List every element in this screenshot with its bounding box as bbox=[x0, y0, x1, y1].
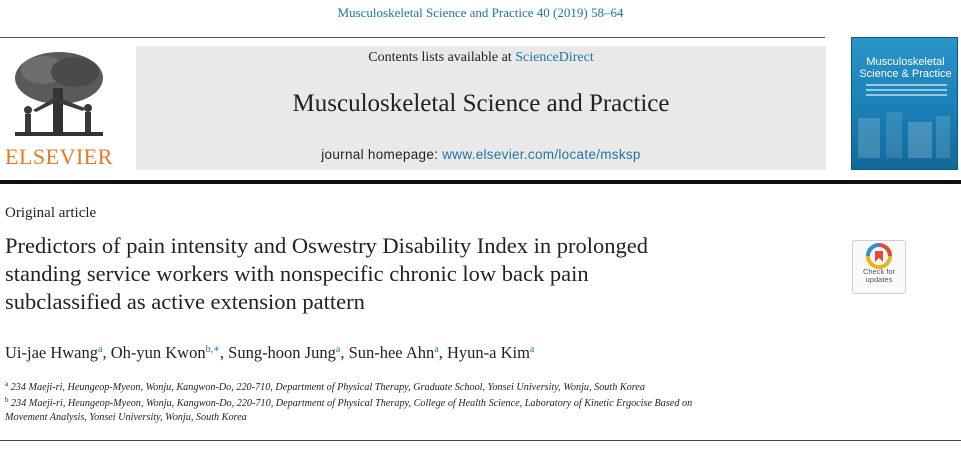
check-for-updates-button[interactable] bbox=[852, 240, 906, 294]
sciencedirect-link[interactable]: ScienceDirect bbox=[515, 50, 594, 65]
author-name[interactable]: Hyun-a Kim bbox=[446, 343, 530, 362]
affiliation-b bbox=[5, 393, 955, 425]
author-list bbox=[5, 343, 534, 363]
author-separator: , bbox=[102, 343, 111, 362]
homepage-prefix: journal homepage: bbox=[321, 147, 443, 162]
contents-prefix: Contents lists available at bbox=[368, 50, 516, 65]
homepage-line bbox=[136, 147, 826, 162]
affiliation-mark: b bbox=[5, 396, 9, 404]
affiliation-text: 234 Maeji-ri, Heungeop-Myeon, Wonju, Kangwon-Do, 220-710, Department of Physical Therapy, College of Health Science, Laboratory of Kinetic Ergocise Based on bbox=[11, 398, 693, 409]
contents-line bbox=[136, 50, 826, 66]
title-line: Predictors of pain intensity and Oswestry Disability Index in prolonged bbox=[5, 233, 649, 258]
affiliation-text: 234 Maeji-ri, Heungeop-Myeon, Wonju, Kangwon-Do, 220-710, Department of Physical Therapy, Graduate School, Yonsei University, Wonju, South Korea bbox=[10, 382, 645, 393]
author-name[interactable]: Ui-jae Hwang bbox=[5, 343, 99, 362]
author-affiliation-mark[interactable]: a bbox=[434, 344, 439, 355]
author-affiliation-mark[interactable]: a bbox=[529, 344, 535, 355]
header-rule bbox=[0, 37, 825, 38]
cover-title: Musculoskeletal Science & Practice bbox=[859, 56, 952, 80]
check-for-updates-label bbox=[853, 268, 905, 284]
article-title bbox=[5, 232, 825, 316]
article-type: Original article bbox=[5, 205, 97, 221]
cover-decoration bbox=[866, 84, 947, 99]
author-name[interactable]: Sun-hee Ahn bbox=[348, 343, 435, 362]
journal-homepage-link[interactable]: www.elsevier.com/locate/msksp bbox=[442, 147, 641, 162]
elsevier-tree-logo-icon bbox=[3, 48, 115, 146]
title-line: subclassified as active extension pattern bbox=[5, 289, 365, 314]
section-divider bbox=[0, 440, 961, 441]
journal-name[interactable]: Musculoskeletal Science and Practice bbox=[292, 90, 670, 117]
check-updates-line2: updates bbox=[865, 275, 893, 284]
affiliation-mark: a bbox=[5, 380, 9, 388]
author-separator: , bbox=[438, 343, 447, 362]
author-separator: , bbox=[219, 343, 229, 362]
cover-figure-icon bbox=[852, 108, 957, 168]
elsevier-wordmark: ELSEVIER bbox=[5, 144, 113, 169]
journal-citation-link[interactable]: Musculoskeletal Science and Practice 40 (2019) 58–64 bbox=[337, 5, 624, 20]
author-name[interactable]: Oh-yun Kwon bbox=[110, 343, 206, 362]
journal-cover-thumbnail[interactable] bbox=[851, 37, 958, 170]
elsevier-logo[interactable] bbox=[3, 48, 115, 170]
author-affiliation-mark[interactable]: b,∗ bbox=[205, 344, 220, 355]
journal-banner bbox=[136, 46, 826, 170]
affiliation-text-continued: Movement Analysis, Yonsei University, Wonju, South Korea bbox=[5, 412, 247, 423]
author-affiliation-mark[interactable]: a bbox=[335, 344, 341, 355]
header-divider bbox=[0, 180, 961, 184]
author-affiliation-mark[interactable]: a bbox=[98, 344, 103, 355]
author-name[interactable]: Sung-hoon Jung bbox=[228, 343, 336, 362]
check-updates-line1: Check for bbox=[862, 267, 896, 276]
title-line: standing service workers with nonspecific chronic low back pain bbox=[5, 261, 589, 286]
author-separator: , bbox=[340, 343, 349, 362]
